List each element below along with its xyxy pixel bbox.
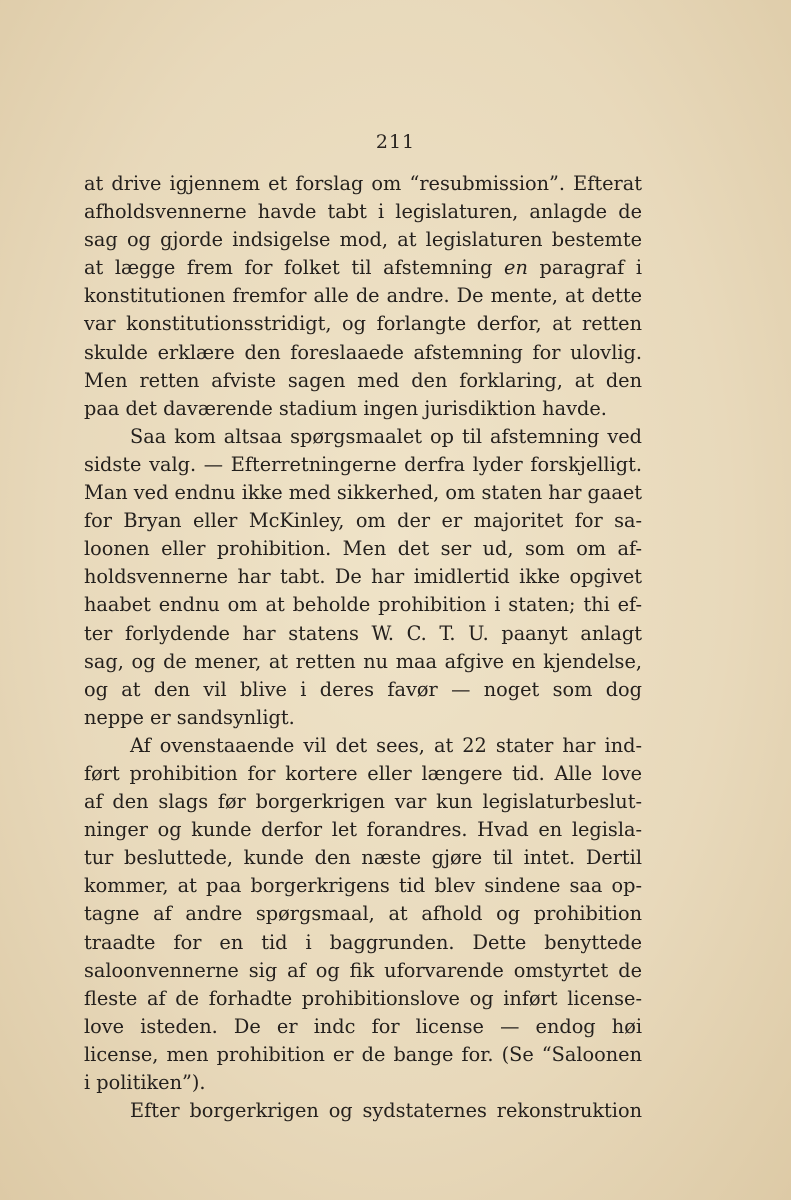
text-line: ninger og kunde derfor let forandres. Hvad en legisla- [84, 818, 642, 842]
body-text [84, 170, 642, 1125]
text-line: ført prohibition for kortere eller længere tid. Alle love [84, 761, 642, 785]
text-line: af den slags før borgerkrigen var kun legislaturbeslut- [84, 790, 642, 814]
text-line: for Bryan eller McKinley, om der er majoritet for sa- [84, 509, 642, 533]
text-line: Men retten afviste sagen med den forklaring, at den [84, 368, 642, 392]
text-line: neppe er sandsynligt. [84, 705, 295, 729]
text-line: tagne af andre spørgsmaal, at afhold og prohibition [84, 902, 642, 926]
text-line: saloonvennerne sig af og fik uforvarende omstyrtet de [84, 958, 642, 982]
text-line: og at den vil blive i deres favør — noget som dog [84, 677, 642, 701]
text-line: Saa kom altsaa spørgsmaalet op til afstemning ved [130, 424, 642, 448]
text-line: kommer, at paa borgerkrigens tid blev sindene saa op- [84, 874, 642, 898]
text-line: Efter borgerkrigen og sydstaternes rekonstruktion [130, 1099, 642, 1123]
page-number: 211 [375, 131, 416, 153]
text-line: traadte for en tid i baggrunden. Dette benyttede [84, 930, 642, 954]
text-line: sag, og de mener, at retten nu maa afgive en kjendelse, [84, 649, 642, 673]
text-line: i politiken”). [84, 1071, 206, 1094]
text-line: paa det daværende stadium ingen jurisdiktion havde. [84, 396, 607, 420]
text-line: holdsvennerne har tabt. De har imidlertid ikke opgivet [84, 565, 642, 589]
text-line: ter forlydende har statens W. C. T. U. paanyt anlagt [84, 621, 642, 645]
text-line: Man ved endnu ikke med sikkerhed, om staten har gaaet [84, 481, 643, 505]
text-line: sidste valg. — Efterretningerne derfra lyder forskjelligt. [84, 452, 642, 476]
text-line: love isteden. De er indc for license — endog høi [84, 1014, 642, 1038]
text-line: Af ovenstaaende vil det sees, at 22 stater har ind- [130, 733, 642, 757]
text-line: var konstitutionsstridigt, og forlangte derfor, at retten [84, 312, 642, 336]
text-line: at lægge frem for folket til afstemning en paragraf i [84, 256, 642, 280]
emphasized-word: en [504, 256, 528, 280]
text-line: skulde erklære den foreslaaede afstemning for ulovlig. [84, 340, 642, 364]
text-line: sag og gjorde indsigelse mod, at legislaturen bestemte [84, 228, 642, 252]
text-line: license, men prohibition er de bange for. (Se “Saloonen [84, 1042, 642, 1066]
text-line: haabet endnu om at beholde prohibition i staten; thi ef- [84, 593, 642, 617]
text-line: afholdsvennerne havde tabt i legislaturen, anlagde de [84, 200, 642, 224]
text-line: at drive igjennem et forslag om “resubmission”. Efterat [84, 172, 642, 195]
text-line: konstitutionen fremfor alle de andre. De mente, at dette [84, 284, 642, 308]
text-line: tur besluttede, kunde den næste gjøre til intet. Dertil [84, 846, 642, 870]
text-line: loonen eller prohibition. Men det ser ud, som om af- [84, 537, 642, 561]
text-line: fleste af de forhadte prohibitionslove og inført license- [84, 986, 642, 1010]
